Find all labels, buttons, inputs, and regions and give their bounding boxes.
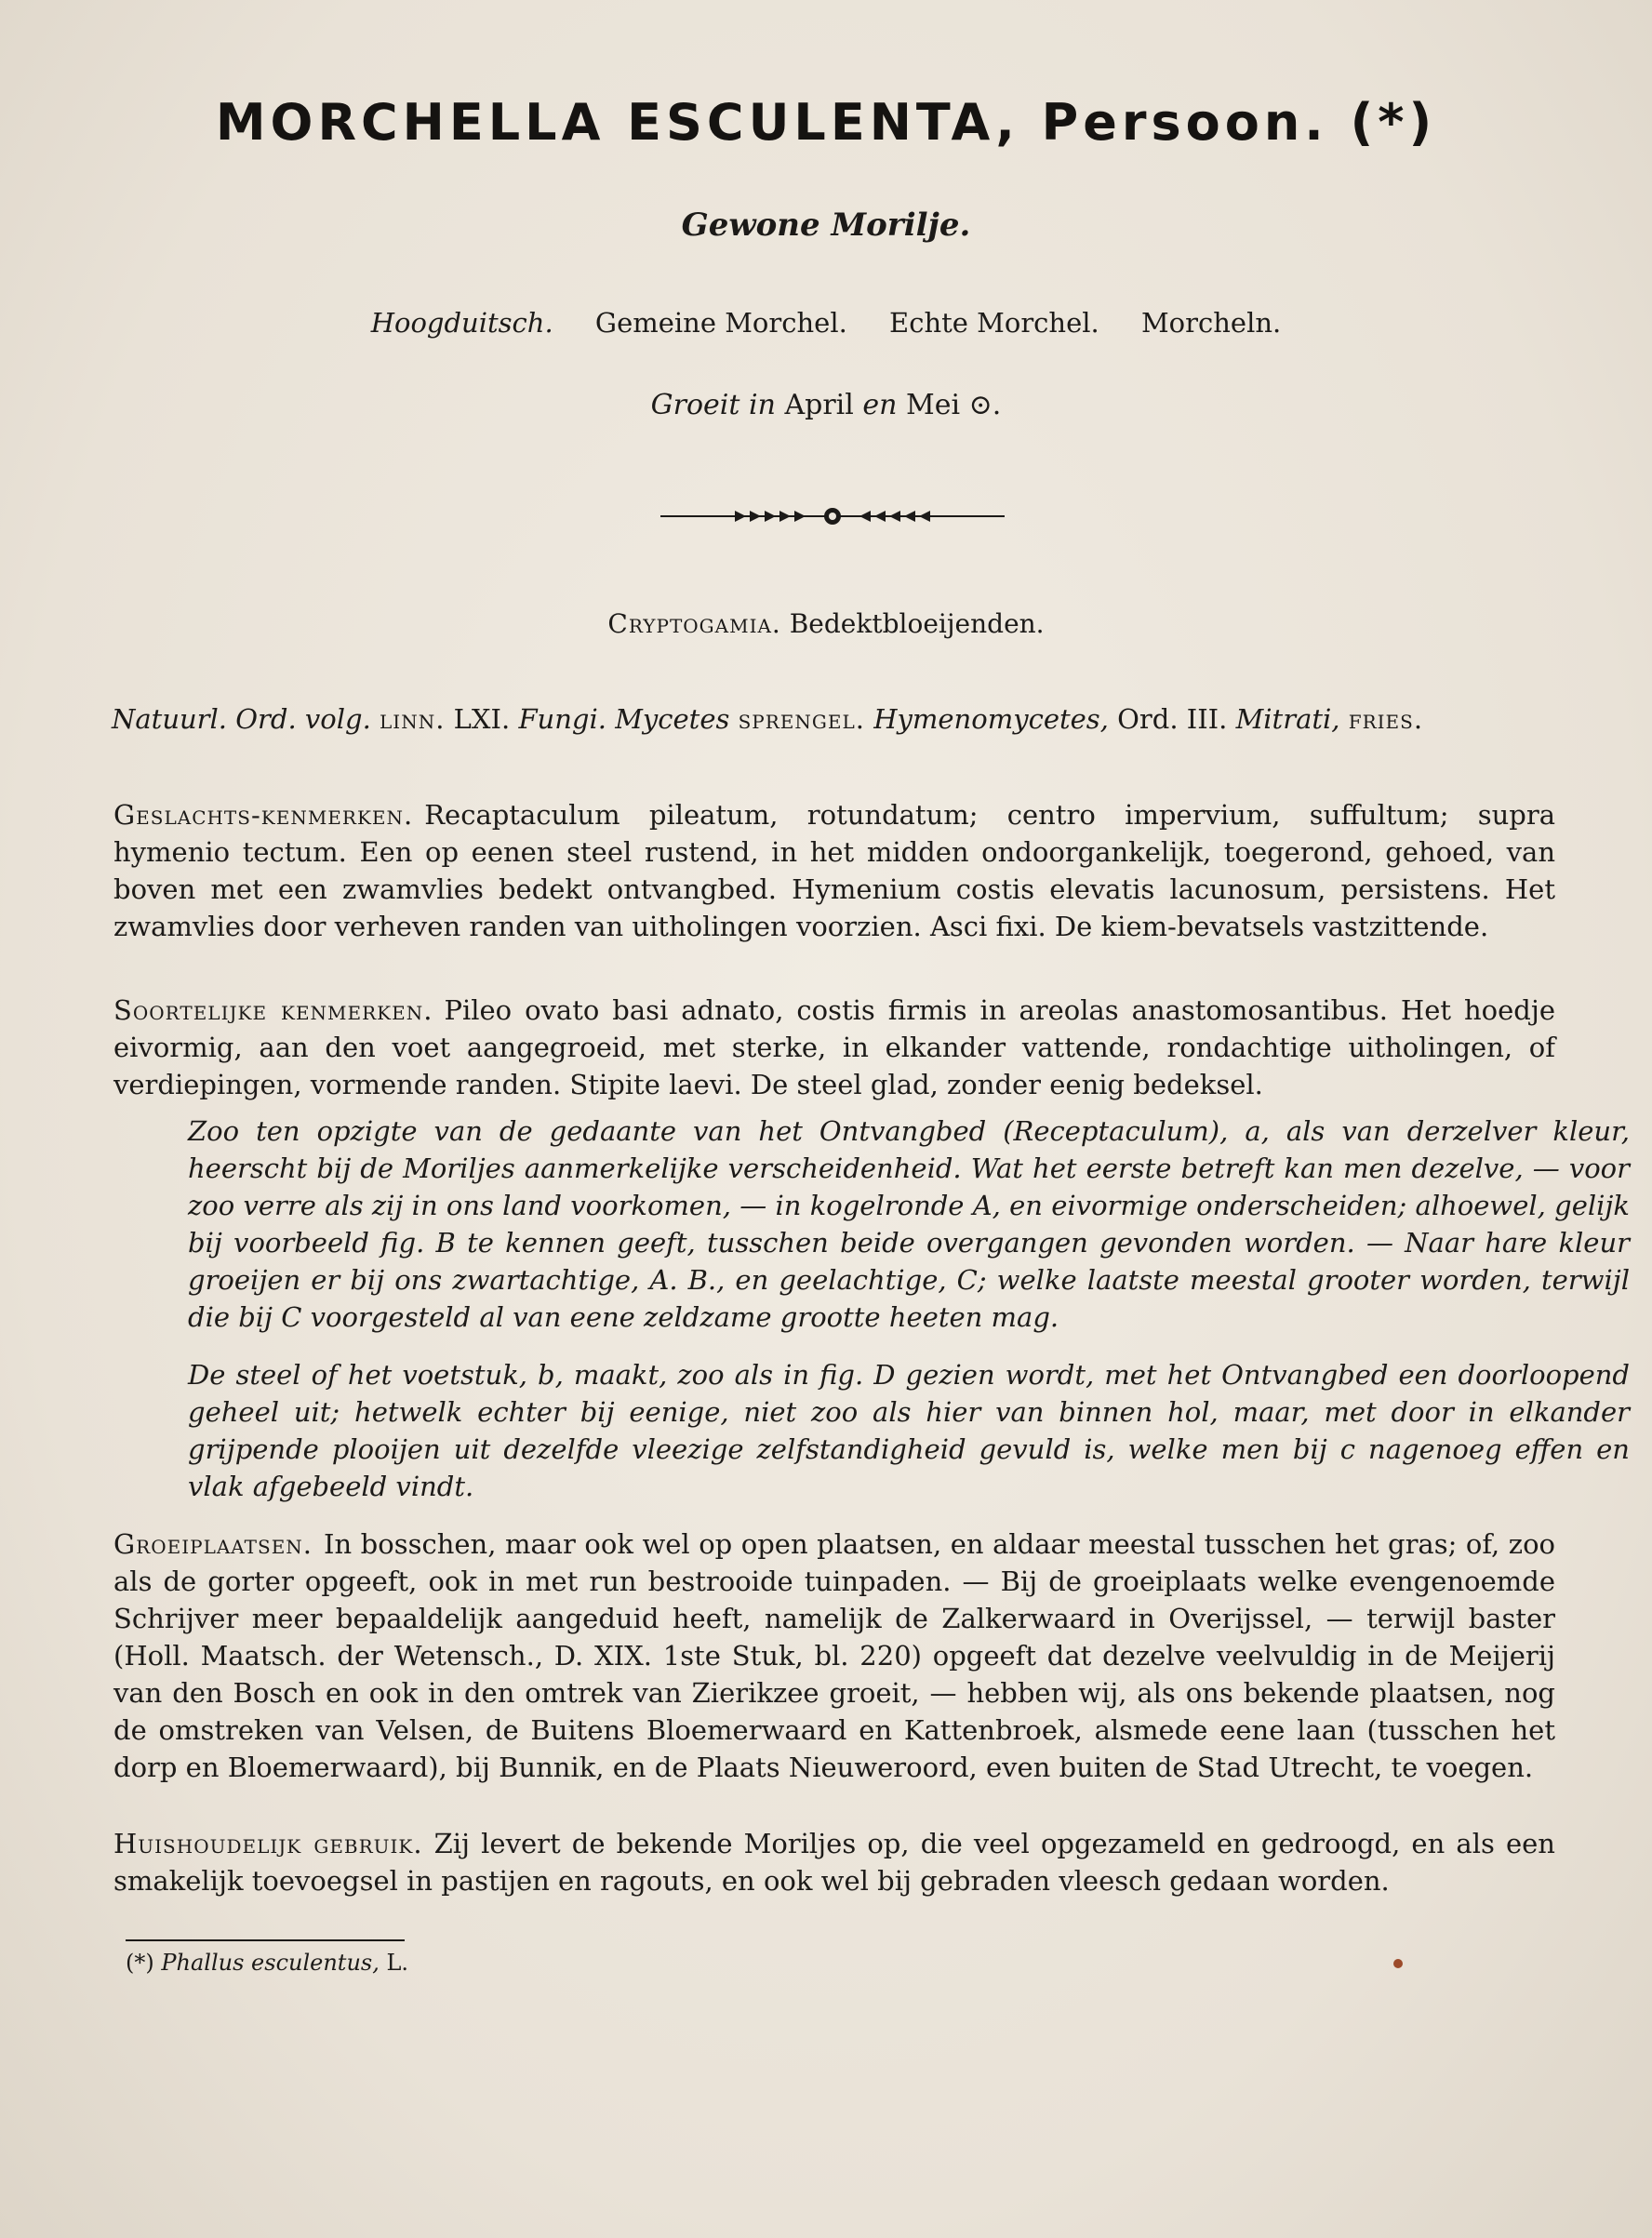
synonyms-line <box>0 307 1652 339</box>
synonym-language: Hoogduitsch. <box>370 307 553 339</box>
footnote-author: L. <box>386 1950 409 1976</box>
season-in: in <box>748 389 776 421</box>
perennial-symbol-icon: ⊙. <box>968 389 1002 421</box>
season-en: en <box>862 389 898 421</box>
section-text: Pileo ovato basi adnato, costis firmis in areolas anastomosantibus. Het hoedje eivormig, aan den voet aangegroeid, met sterke, in elkander vattende, rondachtige uitholingen, of verdiepingen, vormende randen. Stipite laevi. De steel glad, zonder eenig bedeksel. <box>113 994 1555 1100</box>
footnote-text: Phallus esculentus, <box>161 1950 380 1976</box>
order-author: linn. <box>380 703 446 735</box>
synonym-name: Gemeine Morchel. <box>594 307 847 339</box>
page-title: MORCHELLA ESCULENTA, Persoon. (*) <box>215 93 1437 152</box>
synonym-name: Echte Morchel. <box>889 307 1099 339</box>
season-prefix: Groeit <box>650 389 740 421</box>
section-heading: Huishoudelijk gebruik. <box>113 1828 423 1859</box>
natural-order-line <box>112 703 1563 735</box>
order-text: Mitrati, <box>1235 703 1340 735</box>
household-use-section <box>113 1825 1555 1899</box>
ornament-divider-icon <box>660 502 1005 530</box>
genus-characteristics <box>113 796 1555 945</box>
section-heading: Geslachts-kenmerken. <box>113 799 414 831</box>
classification-label: Cryptogamia. <box>607 608 781 639</box>
season-month: April <box>784 389 854 421</box>
section-heading: Groeiplaatsen. <box>113 1528 313 1560</box>
synonym-name: Morcheln. <box>1140 307 1282 339</box>
order-text: Fungi. Mycetes <box>518 703 730 735</box>
order-author: sprengel. <box>738 703 865 735</box>
section-text: Recaptaculum pileatum, rotundatum; centro impervium, suffultum; supra hymenio tectum. Een op eenen steel rustend, in het midden ondoorgankelijk, toegerond, gehoed, van boven met een zwamvlies bedekt ontvangbed. Hymenium costis elevatis lacunosum, persistens. Het zwamvlies door verheven randen van uitholingen voorzien. Asci fixi. De kiem-bevatsels vastzittende. <box>113 799 1555 942</box>
section-heading: Soortelijke kenmerken. <box>113 994 433 1026</box>
classification-line <box>0 608 1652 639</box>
footnote <box>126 1950 408 1976</box>
note-receptacle: Zoo ten opzigte van de gedaante van het Ontvangbed (Receptaculum), a, als van derzelver kleur, heerscht bij de Moriljes aanmerkelijke verscheidenheid. Wat het eerste betreft kan men dezelve, — voor zoo verre als zij in ons land voorkomen, — in kogelronde A, en eivormige onderscheiden; alhoewel, gelijk bij voorbeeld fig. B te kennen geeft, tusschen beide overgangen gevonden worden. — Naar hare kleur groeijen er bij ons zwartachtige, A. B., en geelachtige, C; welke laatste meestal grooter worden, terwijl die bij C voorgesteld al van eene zeldzame grootte heeten mag. <box>188 1115 1630 1333</box>
order-number: Ord. III. <box>1117 703 1228 735</box>
section-text: In bosschen, maar ook wel op open plaatsen, en aldaar meestal tusschen het gras; of, zoo als de gorter opgeeft, ook in met run bestrooide tuinpaden. — Bij de groeiplaats welke evengenoemde Schrijver meer bepaaldelijk aangeduid heeft, namelijk de Zalkerwaard in Overijssel, — terwijl baster (Holl. Maatsch. der Wetensch., D. XIX. 1ste Stuk, bl. 220) opgeeft dat dezelve veelvuldig in de Meijerij van den Bosch en ook in den omtrek van Zierikzee groeit, — hebben wij, als ons bekende plaatsen, nog de omstreken van Velsen, de Buitens Bloemerwaard en Kattenbroek, alsmede eene laan (tusschen het dorp en Bloemerwaard), bij Bunnik, en de Plaats Nieuweroord, even buiten de Stad Utrecht, te voegen. <box>113 1528 1555 1783</box>
season-line <box>0 389 1652 421</box>
footnote-rule <box>126 1939 405 1941</box>
paper-spot <box>1393 1959 1403 1968</box>
note-stem: De steel of het voetstuk, b, maakt, zoo als in fig. D gezien wordt, met het Ontvangbed een doorloopend geheel uit; hetwelk echter bij eenige, niet zoo als hier van binnen hol, maar, met door in elkander grijpende plooijen uit dezelfde vleezige zelfstandigheid gevuld is, welke men bij c nagenoeg effen en vlak afgebeeld vindt. <box>188 1359 1630 1502</box>
common-name: Gewone Morilje. <box>681 206 971 244</box>
habitat-section <box>113 1525 1555 1786</box>
footnote-mark: (*) <box>126 1950 154 1976</box>
species-characteristics <box>113 992 1555 1103</box>
order-number: LXI. <box>453 703 511 735</box>
section-text: Zij levert de bekende Moriljes op, die veel opgezameld en gedroogd, en als een smakelijk toevoegsel in pastijen en ragouts, en ook wel bij gebraden vleesch gedaan worden. <box>113 1828 1555 1897</box>
order-author: fries. <box>1348 703 1424 735</box>
order-text: Hymenomycetes, <box>873 703 1109 735</box>
classification-value: Bedektbloeijenden. <box>789 608 1045 639</box>
season-month: Mei <box>906 389 961 421</box>
order-text: Natuurl. Ord. volg. <box>112 703 371 735</box>
